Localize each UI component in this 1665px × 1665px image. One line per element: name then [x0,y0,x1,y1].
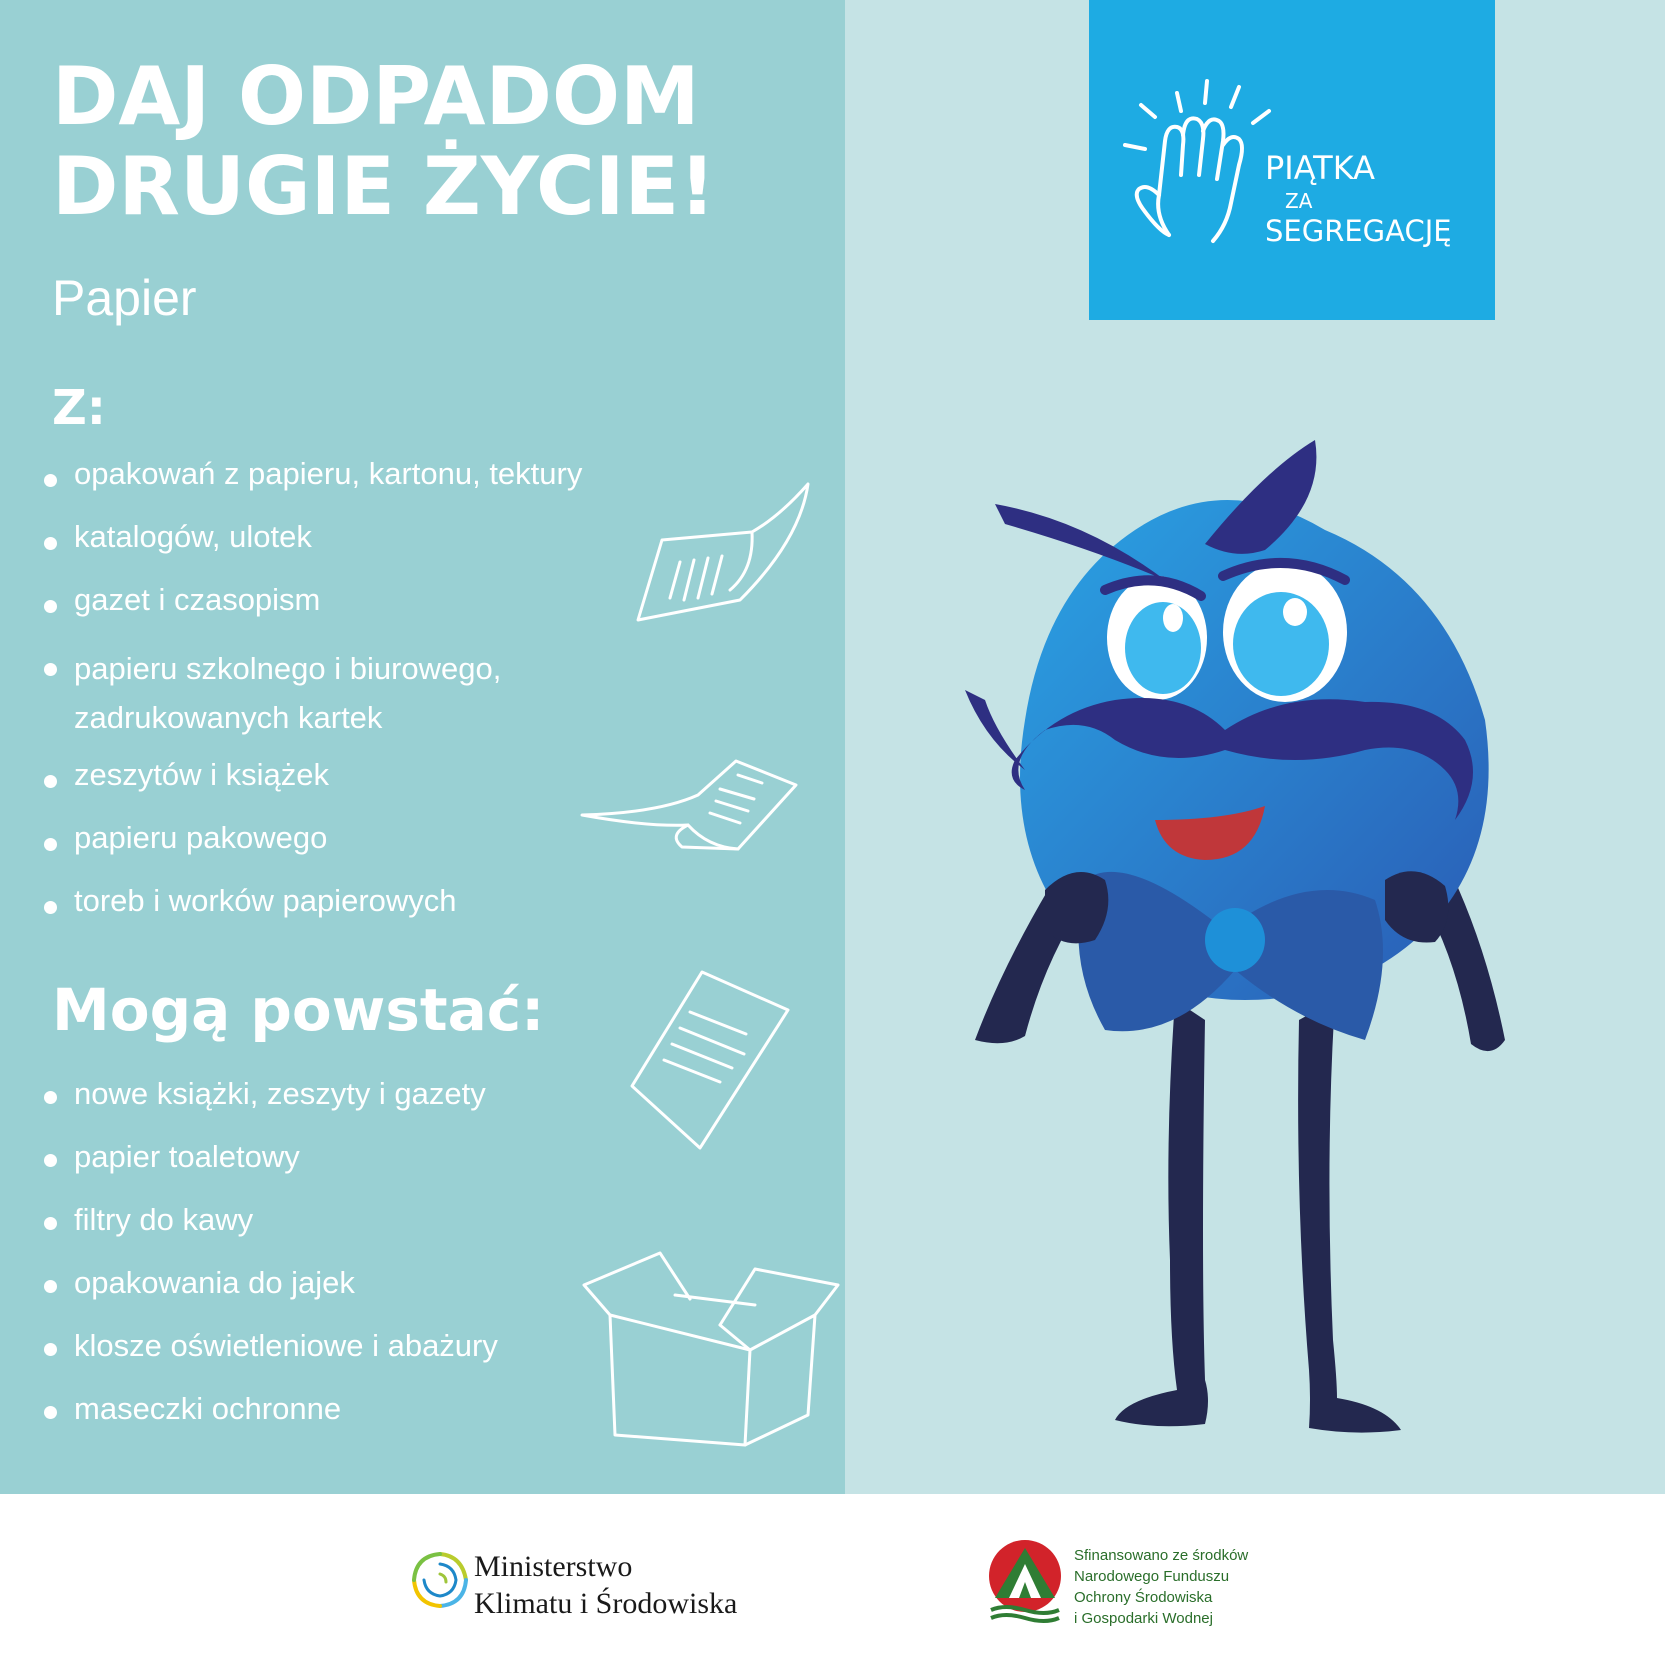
list-item-line: zadrukowanych kartek [74,700,383,735]
become-heading: Mogą powstać: [52,976,545,1044]
list-item: papieru pakowego [42,819,582,857]
list-item: nowe książki, zeszyty i gazety [42,1075,498,1113]
ministry-name [474,1548,737,1622]
become-list [42,1075,498,1453]
list-item: papier toaletowy [42,1138,498,1176]
footer [0,1494,1665,1665]
hand-icon [1119,75,1289,255]
paper-sheet-icon [630,478,815,628]
page-title [52,52,716,232]
ministry-swirl-icon [408,1548,472,1612]
logo-text-line-1: PIĄTKA [1265,149,1375,187]
fund-line: Narodowego Funduszu [1074,1568,1230,1585]
ministry-line-2: Klimatu i Środowiska [474,1587,738,1620]
cardboard-box-icon [580,1245,840,1450]
list-item: gazet i czasopism [42,581,582,619]
paper-stack-icon [578,755,803,855]
list-item: zeszytów i książek [42,756,582,794]
list-item [42,644,582,742]
document-icon [628,968,793,1153]
mascot-character [965,440,1585,1470]
list-item: opakowań z papieru, kartonu, tektury [42,455,582,493]
fund-credit [1074,1545,1248,1629]
list-item: opakowania do jajek [42,1264,498,1302]
fund-line: Sfinansowano ze środków [1074,1547,1249,1564]
subtitle-material: Papier [52,270,197,326]
fund-line: Ochrony Środowiska [1074,1589,1213,1606]
list-item-line: papieru szkolnego i biurowego, [74,651,502,686]
list-item: klosze oświetleniowe i abażury [42,1327,498,1365]
list-item: katalogów, ulotek [42,518,582,556]
campaign-logo [1089,0,1495,320]
fund-line: i Gospodarki Wodnej [1074,1610,1213,1627]
from-list [42,455,582,945]
list-item: filtry do kawy [42,1201,498,1239]
ministry-line-1: Ministerstwo [474,1550,633,1583]
title-line-1: DAJ ODPADOM [52,50,700,143]
from-heading: Z: [52,380,106,436]
nfosigw-logo-icon [985,1538,1065,1628]
logo-text-line-3: SEGREGACJĘ [1265,214,1452,248]
list-item: maseczki ochronne [42,1390,498,1428]
title-line-2: DRUGIE ŻYCIE! [52,140,716,233]
logo-text-line-2: ZA [1285,189,1313,213]
list-item: toreb i worków papierowych [42,882,582,920]
